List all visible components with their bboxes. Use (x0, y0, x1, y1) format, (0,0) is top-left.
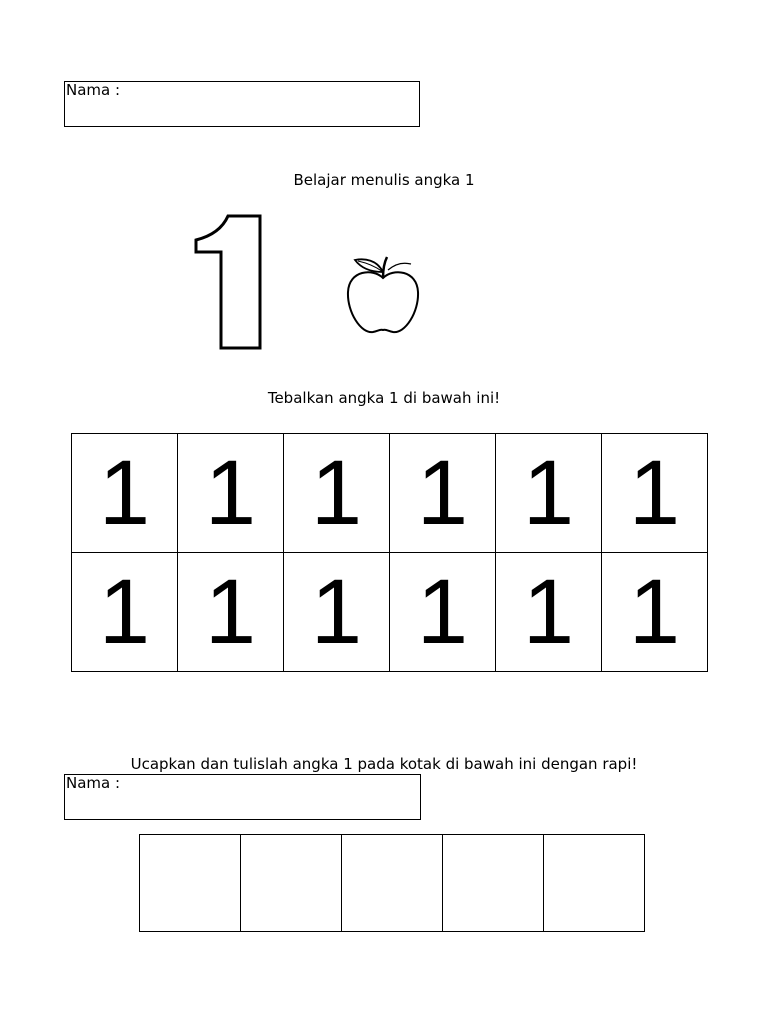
write-instruction: Ucapkan dan tulislah angka 1 pada kotak di bawah ini dengan rapi! (130, 755, 638, 773)
trace-instruction: Tebalkan angka 1 di bawah ini! (267, 389, 501, 407)
name-label: Nama : (66, 81, 121, 99)
name-field-bottom[interactable] (64, 774, 421, 820)
worksheet-title: Belajar menulis angka 1 (293, 171, 475, 189)
trace-row (72, 434, 708, 553)
trace-cell[interactable]: 1 (178, 434, 284, 553)
name-field-top[interactable] (64, 81, 420, 127)
apple-icon (343, 250, 423, 336)
name-label: Nama : (66, 774, 121, 792)
trace-cell[interactable]: 1 (72, 553, 178, 672)
trace-cell[interactable]: 1 (284, 553, 390, 672)
trace-cell[interactable]: 1 (178, 553, 284, 672)
trace-row (72, 553, 708, 672)
write-box[interactable] (443, 835, 544, 931)
trace-cell[interactable]: 1 (602, 434, 708, 553)
trace-cell[interactable]: 1 (496, 553, 602, 672)
trace-grid (71, 433, 708, 672)
write-box[interactable] (342, 835, 443, 931)
write-box[interactable] (241, 835, 342, 931)
trace-cell[interactable]: 1 (602, 553, 708, 672)
trace-cell[interactable]: 1 (390, 553, 496, 672)
write-boxes (139, 834, 645, 932)
write-box[interactable] (140, 835, 241, 931)
big-outlined-numeral (190, 210, 270, 355)
write-box[interactable] (544, 835, 645, 931)
trace-cell[interactable]: 1 (496, 434, 602, 553)
trace-cell[interactable]: 1 (72, 434, 178, 553)
trace-cell[interactable]: 1 (390, 434, 496, 553)
trace-cell[interactable]: 1 (284, 434, 390, 553)
